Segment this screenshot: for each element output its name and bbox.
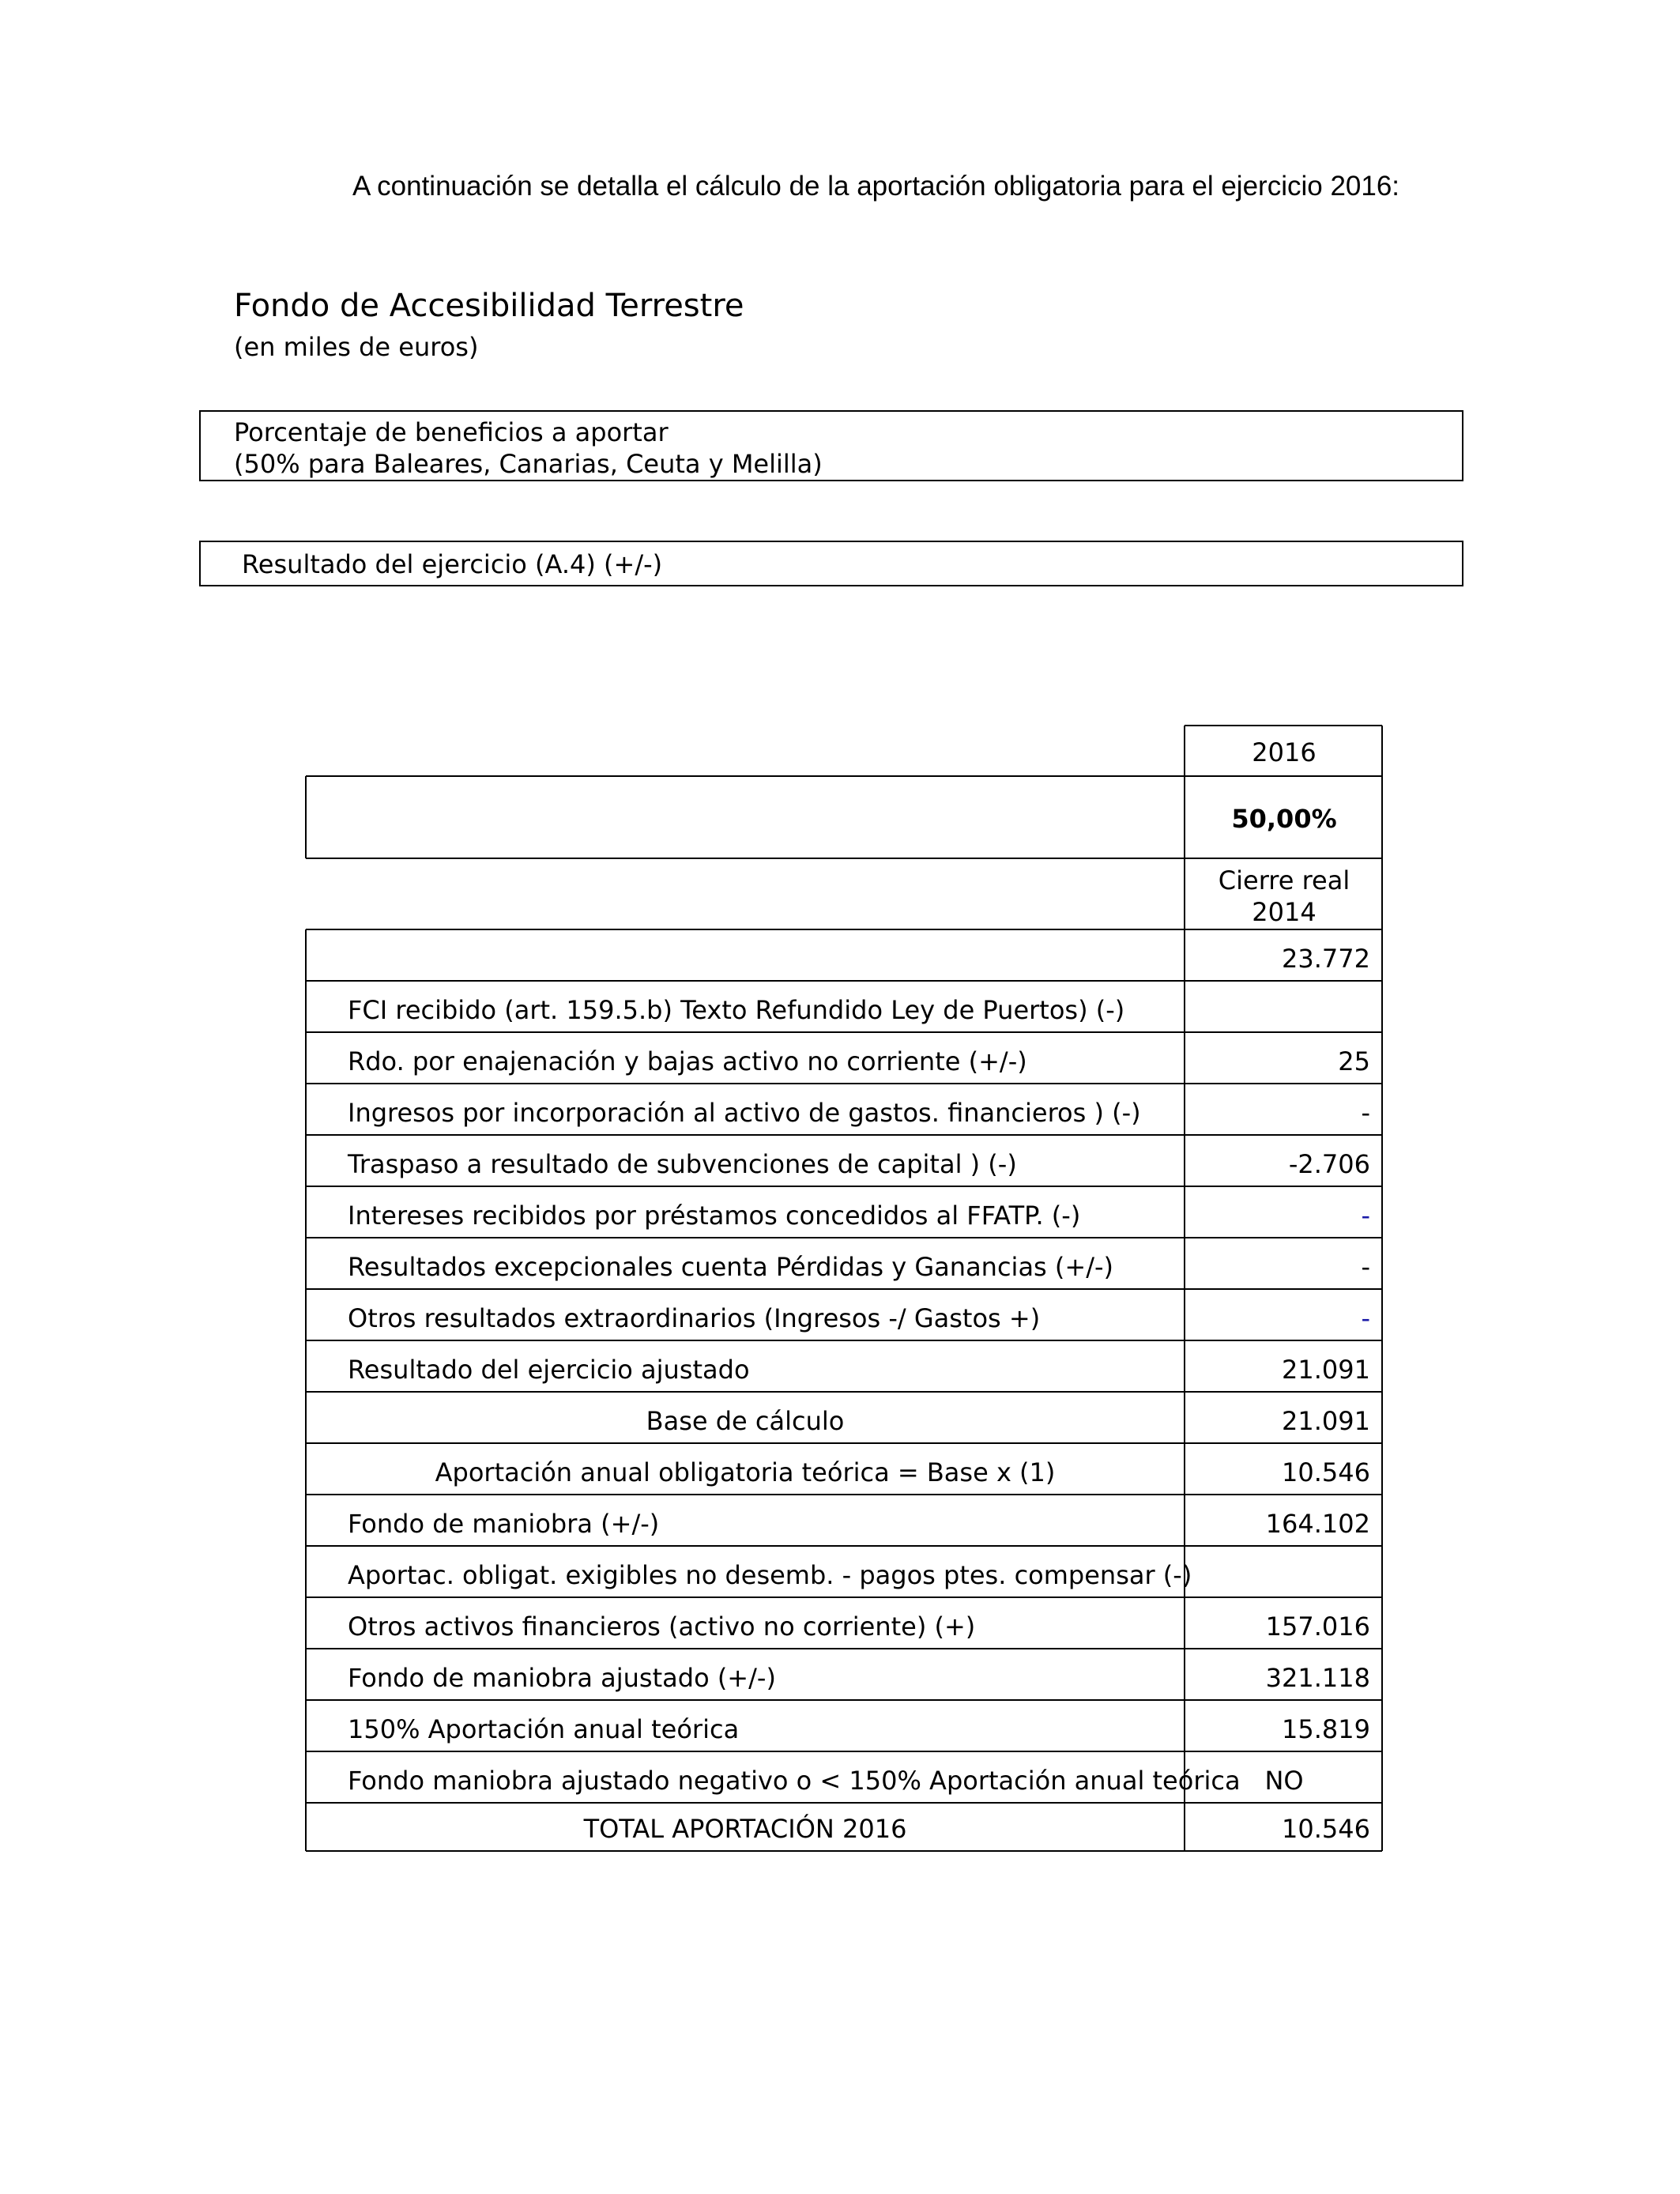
table-row-value: 10.546	[1282, 1457, 1370, 1487]
percentage-box	[199, 410, 1463, 481]
table-row-label: 150% Aportación anual teórica	[348, 1714, 740, 1744]
table-row-label: Intereses recibidos por préstamos concedidos al FFATP. (-)	[348, 1201, 1081, 1231]
table-row-label: Resultado del ejercicio ajustado	[348, 1355, 750, 1385]
period-header-line1: Cierre real	[1218, 865, 1350, 895]
table-row-label: Ingresos por incorporación al activo de gastos. financieros ) (-)	[348, 1098, 1141, 1128]
table-row-label: Otros activos financieros (activo no corriente) (+)	[348, 1612, 976, 1642]
table-row-value: 21.091	[1282, 1406, 1370, 1436]
table-row-label: Resultados excepcionales cuenta Pérdidas y Ganancias (+/-)	[348, 1252, 1113, 1282]
table-row-value: -	[1361, 1201, 1370, 1231]
table-row-value: 15.819	[1282, 1714, 1370, 1744]
percentage-value: 50,00%	[1231, 804, 1337, 834]
table-row-label: Fondo de maniobra (+/-)	[348, 1509, 660, 1539]
year-header: 2016	[1252, 737, 1317, 767]
table-row-value: 321.118	[1265, 1663, 1370, 1693]
table-row-value: -	[1361, 1252, 1370, 1282]
total-label: TOTAL APORTACIÓN 2016	[583, 1814, 907, 1844]
table-row-label: Rdo. por enajenación y bajas activo no corriente (+/-)	[348, 1046, 1027, 1076]
table-row-label: Fondo de maniobra ajustado (+/-)	[348, 1663, 776, 1693]
table-row-value: 25	[1338, 1046, 1370, 1076]
table-row-label: Aportac. obligat. exigibles no desemb. - pagos ptes. compensar (-)	[348, 1560, 1192, 1590]
table-row-label: Base de cálculo	[646, 1406, 845, 1436]
result-label: Resultado del ejercicio (A.4) (+/-)	[242, 549, 663, 579]
period-header-line2: 2014	[1252, 897, 1317, 927]
table-row-label: Otros resultados extraordinarios (Ingresos -/ Gastos +)	[348, 1303, 1041, 1333]
table-row-value: -	[1361, 1303, 1370, 1333]
document-title: Fondo de Accesibilidad Terrestre	[234, 288, 744, 324]
table-row-value: 157.016	[1265, 1612, 1370, 1642]
table-row-value: 21.091	[1282, 1355, 1370, 1385]
table-row-label: Aportación anual obligatoria teórica = Base x (1)	[435, 1457, 1056, 1487]
result-box	[199, 541, 1463, 586]
table-row-label: Traspaso a resultado de subvenciones de capital ) (-)	[348, 1149, 1017, 1179]
table-row-value: 164.102	[1265, 1509, 1370, 1539]
units-subtitle: (en miles de euros)	[234, 332, 479, 362]
percentage-label: Porcentaje de beneficios a aportar	[234, 417, 669, 447]
result-value: 23.772	[1282, 944, 1370, 974]
total-value: 10.546	[1282, 1814, 1370, 1844]
table-row-value: NO	[1264, 1766, 1304, 1796]
table-row-value: -2.706	[1288, 1149, 1370, 1179]
table-row-label: FCI recibido (art. 159.5.b) Texto Refundido Ley de Puertos) (-)	[348, 995, 1125, 1025]
intro-paragraph: A continuación se detalla el cálculo de la aportación obligatoria para el ejercicio 2016:	[352, 171, 1400, 202]
percentage-note: (50% para Baleares, Canarias, Ceuta y Melilla)	[234, 449, 823, 479]
table-row-label: Fondo maniobra ajustado negativo o < 150% Aportación anual teórica	[348, 1766, 1241, 1796]
table-row-value: -	[1361, 1098, 1370, 1128]
